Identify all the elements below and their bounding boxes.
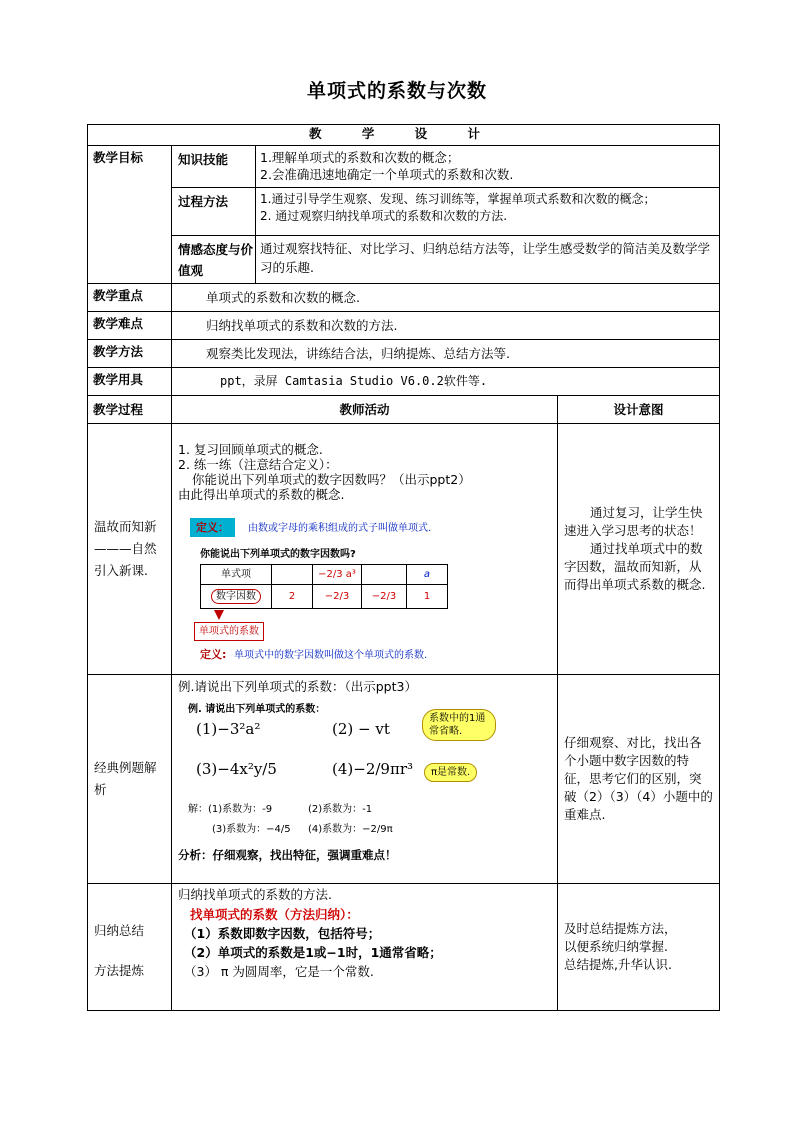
- process-col-label: 教学过程: [88, 396, 172, 424]
- stage2-line: 例.请说出下列单项式的系数：（出示ppt3）: [178, 679, 417, 694]
- example-2: (2) − vt: [332, 720, 390, 738]
- knowledge-line-2: 2.会准确迅速地确定一个单项式的系数和次数.: [260, 167, 514, 182]
- stage2-label: 经典例题解析: [88, 675, 172, 884]
- method-label: 教学方法: [88, 340, 172, 368]
- stage3-label-1: 归纳总结: [94, 923, 145, 938]
- factor-3: −2/3: [362, 585, 407, 609]
- stage1-intent-1: 通过复习，让学生快速进入学习思考的状态！: [564, 505, 703, 538]
- stage3-line: 归纳找单项式的系数的方法.: [178, 887, 332, 902]
- table-header: 教 学 设 计: [88, 125, 720, 146]
- method-point-3: （3） π 为圆周率，它是一个常数.: [184, 964, 374, 979]
- bubble-pi-constant: π是常数.: [424, 763, 477, 782]
- stage3-label-2: 方法提炼: [94, 963, 145, 978]
- factor-2: −2/3: [313, 585, 362, 609]
- page-title: 单项式的系数与次数: [306, 80, 487, 102]
- definition-2-tag: 定义:: [200, 648, 227, 661]
- method-point-2: （2）单项式的系数是1或−1时，1通常省略；: [184, 945, 442, 960]
- stage1-question: 你能说出下列单项式的数字因数吗?: [200, 549, 356, 560]
- method-heading: 找单项式的系数（方法归纳）：: [190, 907, 359, 922]
- stage3-label: [88, 884, 172, 1011]
- process-line-2: 2. 通过观察归纳找单项式的系数和次数的方法.: [260, 209, 508, 223]
- stage3-intent: [558, 884, 720, 1011]
- answer-1: 解：(1)系数为：-9: [188, 804, 273, 815]
- arrow-down-icon: [214, 610, 224, 620]
- analysis-text: 分析：仔细观察，找出特征，强调重难点！: [178, 848, 397, 862]
- method-point-1: （1）系数即数字因数，包括符号；: [184, 926, 381, 941]
- stage1-line-2: 2. 练一练（注意结合定义）：: [178, 457, 338, 472]
- example-4: (4)−2/9πr³: [332, 760, 413, 778]
- example-title: 例. 请说出下列单项式的系数：: [188, 704, 326, 715]
- factor-table: [200, 564, 448, 609]
- term-4: a: [407, 565, 448, 585]
- term-2: −2/3 a³: [313, 565, 362, 585]
- stage3-intent-3: 总结提炼,升华认识.: [564, 957, 672, 972]
- process-label: 过程方法: [172, 188, 256, 236]
- process-line-1: 1.通过引导学生观察、发现、练习训练等，掌握单项式系数和次数的概念；: [260, 192, 656, 206]
- difficulty-label: 教学难点: [88, 312, 172, 340]
- stage3-intent-1: 及时总结提炼方法，: [564, 921, 677, 936]
- emotion-text: 通过观察找特征、对比学习、归纳总结方法等，让学生感受数学的简洁美及数学学习的乐趣.: [256, 236, 720, 284]
- factor-table-row-label: [201, 585, 272, 609]
- process-text: [256, 188, 720, 236]
- factor-1: 2: [272, 585, 313, 609]
- stage3-intent-2: 以便系统归纳掌握.: [564, 939, 668, 954]
- coefficient-box: 单项式的系数: [194, 622, 264, 641]
- design-intent-header: 设计意图: [558, 396, 720, 424]
- teacher-activity-header: 教师活动: [172, 396, 558, 424]
- stage1-line-1: 1. 复习回顾单项式的概念.: [178, 442, 323, 457]
- stage1-line-4: 由此得出单项式的系数的概念.: [178, 487, 345, 502]
- lesson-plan-table: [87, 124, 720, 1011]
- stage2-intent: 仔细观察、对比，找出各个小题中数字因数的特征，思考它们的区别，突破（2）（3）（4）小题中的重难点.: [558, 675, 720, 884]
- stage1-intent-2: 通过找单项式中的数字因数，温故而知新，从而得出单项式系数的概念.: [564, 541, 706, 592]
- stage1-label: 温故而知新———自然引入新课.: [88, 424, 172, 675]
- factor-label-oval: 数字因数: [211, 589, 261, 604]
- answer-2: (2)系数为：-1: [308, 804, 373, 815]
- method-text: 观察类比发现法，讲练结合法，归纳提炼、总结方法等.: [172, 340, 720, 368]
- factor-4: 1: [407, 585, 448, 609]
- tools-text: ppt，录屏 Camtasia Studio V6.0.2软件等.: [172, 368, 720, 396]
- stage3-activity: [172, 884, 558, 1011]
- knowledge-label: 知识技能: [172, 146, 256, 188]
- goals-label: 教学目标: [88, 146, 172, 284]
- answer-4: (4)系数为：−2/9π: [308, 824, 393, 835]
- knowledge-text: [256, 146, 720, 188]
- answer-3: (3)系数为：−4/5: [212, 824, 291, 835]
- stage1-line-3: 你能说出下列单项式的数字因数吗？（出示ppt2）: [192, 472, 471, 487]
- factor-table-head: 单式项: [201, 565, 272, 585]
- example-1: (1)−3²a²: [196, 720, 261, 738]
- knowledge-line-1: 1.理解单项式的系数和次数的概念；: [260, 150, 460, 165]
- definition-1: 由数或字母的乘积组成的式子叫做单项式.: [248, 523, 432, 534]
- bubble-omit-one: 系数中的1通常省略.: [422, 709, 496, 741]
- stage1-activity: [172, 424, 558, 675]
- definition-2: 单项式中的数字因数叫做这个单项式的系数.: [234, 650, 428, 661]
- stage1-intent: [558, 424, 720, 675]
- stage2-activity: [172, 675, 558, 884]
- example-3: (3)−4x²y/5: [196, 760, 277, 778]
- key-point-label: 教学重点: [88, 284, 172, 312]
- key-point-text: 单项式的系数和次数的概念.: [172, 284, 720, 312]
- definition-tag: 定义：: [190, 518, 235, 537]
- tools-label: 教学用具: [88, 368, 172, 396]
- difficulty-text: 归纳找单项式的系数和次数的方法.: [172, 312, 720, 340]
- emotion-label: 情感态度与价值观: [172, 236, 256, 284]
